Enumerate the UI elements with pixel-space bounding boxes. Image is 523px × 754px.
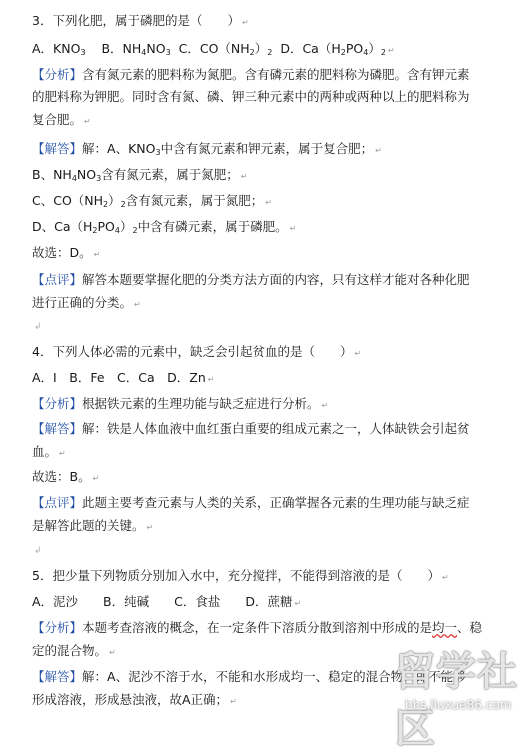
q5-analysis-line-2: 定的混合物。 ↵	[32, 643, 116, 658]
answer-tag: 【解答】	[32, 669, 83, 684]
q4-answer-line-2: 血。 ↵	[32, 444, 66, 459]
blank-paragraph-mark: ↲	[34, 546, 42, 556]
q4-stem: 4．下列人体必需的元素中，缺乏会引起贫血的是（ ） ↵	[32, 344, 362, 359]
q4-options: A．I B．Fe C．Ca D．Zn ↵	[32, 370, 215, 385]
comment-tag: 【点评】	[32, 495, 83, 510]
comment-tag: 【点评】	[32, 272, 83, 287]
analysis-tag: 【分析】	[32, 396, 83, 411]
q5-options: A．泥沙 B．纯碱 C．食盐 D．蔗糖 ↵	[32, 594, 302, 609]
q3-analysis-line-3: 复合肥。 ↵	[32, 112, 91, 127]
q4-comment-line-1: 【点评】此题主要考查元素与人类的关系，正确掌握各元素的生理功能与缺乏症	[32, 495, 470, 510]
q3-options: A．$KNO_3$ B．$NH_4NO_3$ C．$CO(NH_2)_2$ D．$Ca(H_2PO_4)_2$ ↵	[32, 41, 395, 57]
q5-answer-line-1: 【解答】解：A、泥沙不溶于水，不能和水形成均一、稳定的混合物，即不能够	[32, 669, 466, 684]
q4-analysis: 【分析】根据铁元素的生理功能与缺乏症进行分析。 ↵	[32, 396, 329, 411]
watermark-url: bbs.liuxue86.com	[405, 698, 512, 712]
q5-answer-line-2: 形成溶液，形成悬浊液，故A正确； ↵	[32, 692, 237, 707]
q4-comment-line-2: 是解答此题的关键。 ↵	[32, 518, 154, 533]
q3-answer-a: 【解答】解：A、$KNO_3$中含有氮元素和钾元素，属于复合肥； ↵	[32, 141, 382, 157]
q3-analysis-line-2: 的肥料称为钾肥。同时含有氮、磷、钾三种元素中的两种或两种以上的肥料称为	[32, 89, 470, 104]
q3-comment-line-2: 进行正确的分类。 ↵	[32, 295, 141, 310]
spellcheck-underline: 均一	[432, 620, 458, 635]
q4-answer-line-1: 【解答】解：铁是人体血液中血红蛋白重要的组成元素之一，人体缺铁会引起贫	[32, 421, 470, 436]
q3-comment-line-1: 【点评】解答本题要掌握化肥的分类方法方面的内容，只有这样才能对各种化肥	[32, 272, 470, 287]
q3-analysis-line-1: 【分析】含有氮元素的肥料称为氮肥。含有磷元素的肥料称为磷肥。含有钾元素	[32, 67, 470, 82]
analysis-tag: 【分析】	[32, 67, 83, 82]
q3-choice: 故选：D。 ↵	[32, 245, 101, 260]
q4-choice: 故选：B。 ↵	[32, 469, 100, 484]
watermark-logo-text: 留学社区	[395, 649, 518, 752]
blank-paragraph-mark: ↲	[34, 322, 42, 332]
answer-tag: 【解答】	[32, 141, 83, 156]
q3-answer-d: D、$Ca(H_2PO_4)_2$中含有磷元素，属于磷肥。 ↵	[32, 219, 297, 235]
q3-answer-b: B、$NH_4NO_3$含有氮元素，属于氮肥； ↵	[32, 167, 248, 183]
q3-answer-c: C、$CO(NH_2)_2$含有氮元素，属于氮肥； ↵	[32, 193, 272, 209]
analysis-tag: 【分析】	[32, 620, 83, 635]
q5-stem: 5．把少量下列物质分别加入水中，充分搅拌，不能得到溶液的是（ ） ↵	[32, 568, 449, 583]
q5-analysis-line-1: 【分析】本题考查溶液的概念，在一定条件下溶质分散到溶剂中形成的是均一、稳	[32, 620, 483, 635]
q3-stem: 3．下列化肥，属于磷肥的是（ ） ↵	[32, 13, 249, 28]
answer-tag: 【解答】	[32, 421, 83, 436]
